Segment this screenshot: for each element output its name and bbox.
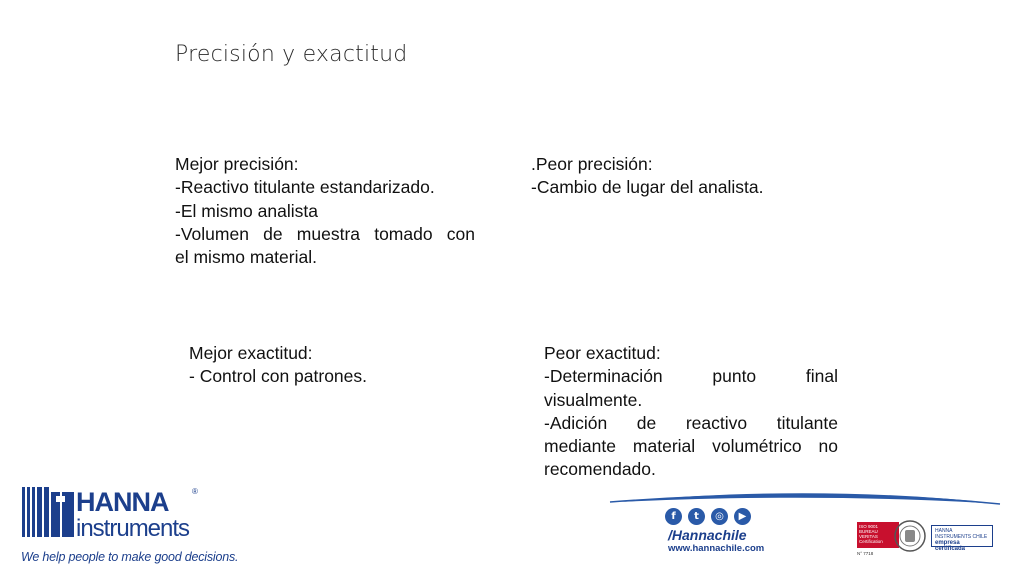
hanna-logo <box>20 484 210 549</box>
svg-text:HANNA: HANNA <box>76 487 169 517</box>
block-line: -Cambio de lugar del analista. <box>531 177 764 198</box>
decorative-swoosh <box>600 488 1010 523</box>
instagram-icon[interactable]: ◎ <box>711 508 728 525</box>
peor-precision-block <box>531 153 821 200</box>
block-line: -Determinación punto final <box>544 366 838 387</box>
slide-title: Precisión y exactitud <box>175 42 408 67</box>
block-line: -Volumen de muestra tomado con <box>175 223 475 244</box>
company-badge-line2: empresa certificada <box>935 540 966 552</box>
block-line: el mismo material. <box>175 247 317 268</box>
certification-badge: ISO 9001 BUREAU VERITAS Certification <box>857 522 899 548</box>
svg-text:instruments: instruments <box>76 515 190 542</box>
svg-text:®: ® <box>192 487 198 496</box>
block-line: -El mismo analista <box>175 200 318 221</box>
block-heading: Peor exactitud: <box>544 343 661 363</box>
facebook-icon[interactable]: f <box>665 508 682 525</box>
youtube-icon[interactable]: ▶ <box>734 508 751 525</box>
company-badge-line1: HANNA INSTRUMENTS CHILE <box>935 528 988 540</box>
block-line: - Control con patrones. <box>189 366 368 387</box>
tagline: We help people to make good decisions. <box>21 550 239 564</box>
block-heading: Mejor exactitud: <box>189 343 313 363</box>
mejor-precision-block <box>175 153 475 269</box>
peor-exactitud-block <box>544 342 838 482</box>
mejor-exactitud-block <box>189 342 489 389</box>
block-line: -Reactivo titulante estandarizado. <box>175 177 435 198</box>
social-icons <box>665 508 751 525</box>
company-certified-badge <box>931 525 993 552</box>
bureau-veritas-seal-icon <box>893 519 927 558</box>
block-heading: Mejor precisión: <box>175 154 299 174</box>
website-link[interactable]: www.hannachile.com <box>668 543 765 554</box>
block-line: visualmente. <box>544 389 643 410</box>
block-heading: .Peor precisión: <box>531 154 653 174</box>
block-line: -Adición de reactivo titulante <box>544 412 838 433</box>
block-line: mediante material volumétrico no <box>544 436 838 457</box>
certification-number: N° 7718 <box>857 551 874 556</box>
twitter-icon[interactable]: t <box>688 508 705 525</box>
social-handle[interactable]: /Hannachile <box>668 527 747 543</box>
block-line: recomendado. <box>544 459 656 480</box>
